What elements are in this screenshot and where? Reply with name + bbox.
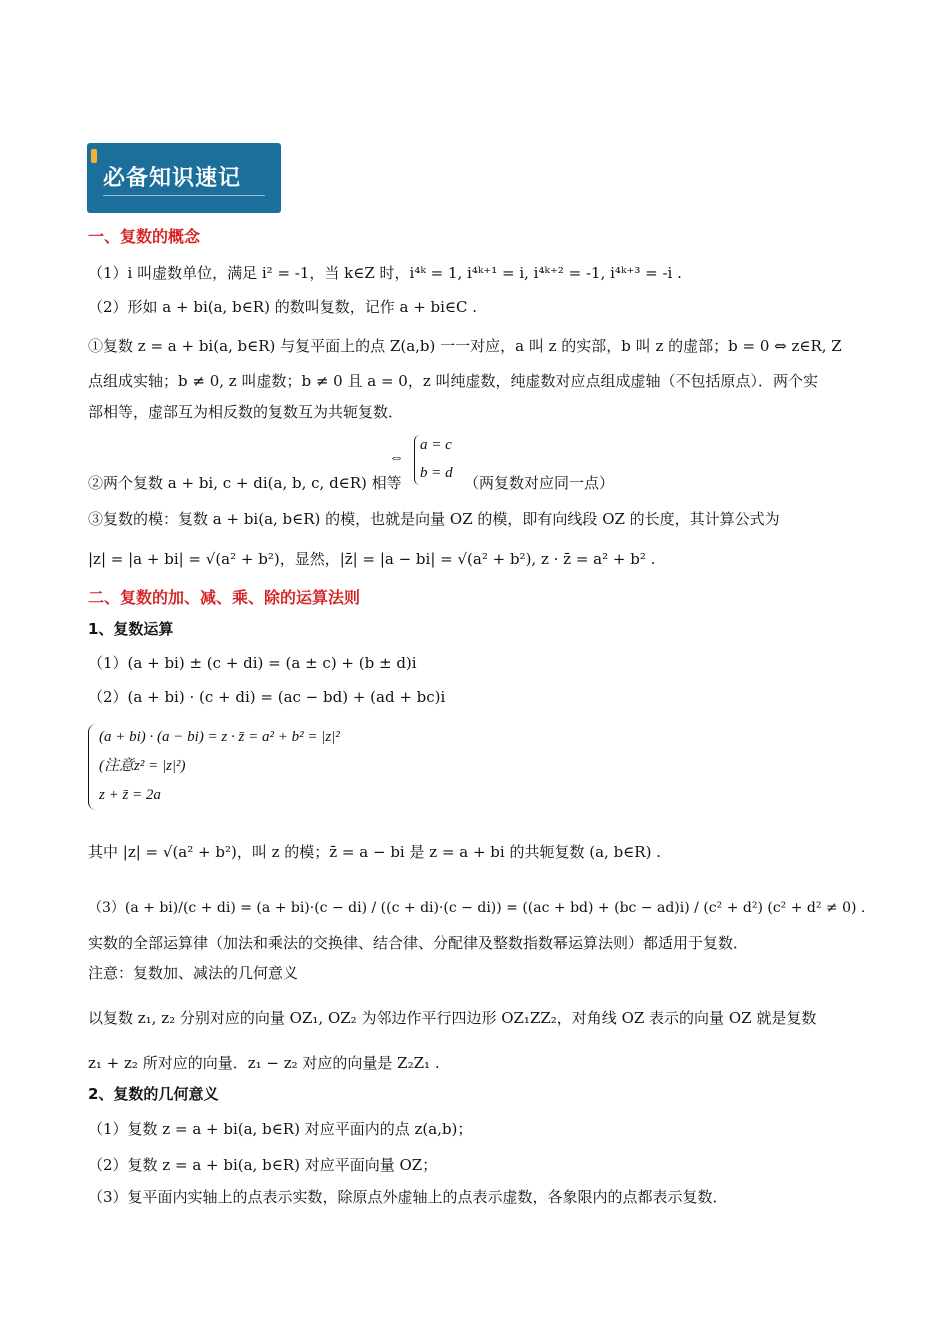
banner-tab-marker xyxy=(91,149,97,163)
section-heading-concept: 一、复数的概念 xyxy=(88,227,201,246)
system-brace xyxy=(88,724,97,810)
concept-item-3c: 部相等，虚部互为相反数的复数互为共轭复数． xyxy=(88,403,404,421)
modulus-formula: |z| = |a + bi| = √(a² + b²)，显然，|z̄| = |a − bi| = √(a² + b²), z · z̄ = a² + b² . xyxy=(88,550,656,568)
geometry-item-3: （3）复平面内实轴上的点表示实数，除原点外虚轴上的点表示虚数，各象限内的点都表示复数． xyxy=(88,1188,728,1206)
modulus-definition: 其中 |z| = √(a² + b²)，叫 z 的模；z̄ = a − bi 是 z = a + bi 的共轭复数 (a, b∈R) . xyxy=(88,843,661,861)
concept-item-4-note: （两复数对应同一点） xyxy=(464,474,615,492)
system-line-2: (注意z² = |z|²) xyxy=(99,758,186,774)
concept-item-2: （2）形如 a + bi(a, b∈R) 的数叫复数，记作 a + bi∈C . xyxy=(88,298,478,316)
subheading-geometry: 2、复数的几何意义 xyxy=(88,1085,219,1103)
section-banner xyxy=(87,143,281,213)
banner-underline xyxy=(103,195,265,196)
banner-title: 必备知识速记 xyxy=(103,166,242,191)
geometric-meaning-note: 注意：复数加、减法的几何意义 xyxy=(88,964,299,982)
geometry-item-1: （1）复数 z = a + bi(a, b∈R) 对应平面内的点 z(a,b)； xyxy=(88,1120,473,1138)
equivalence-symbol: ⇔ xyxy=(389,450,404,466)
concept-item-3b: 点组成实轴；b ≠ 0, z 叫虚数；b ≠ 0 且 a = 0，z 叫纯虚数，纯虚数对应点组成虚轴（不包括原点）．两个实 xyxy=(88,372,819,390)
concept-item-1: （1）i 叫虚数单位，满足 i² = -1，当 k∈Z 时，i⁴ᵏ = 1, i⁴ᵏ⁺¹ = i, i⁴ᵏ⁺² = -1, i⁴ᵏ⁺³ = -i . xyxy=(88,264,682,282)
concept-item-4: ②两个复数 a + bi, c + di(a, b, c, d∈R) 相等 xyxy=(88,474,402,492)
geometry-item-2: （2）复数 z = a + bi(a, b∈R) 对应平面向量 OZ； xyxy=(88,1156,438,1174)
parallelogram-rule-2: z₁ + z₂ 所对应的向量．z₁ − z₂ 对应的向量是 Z₂Z₁ . xyxy=(88,1054,440,1072)
system-line-3: z + z̄ = 2a xyxy=(99,787,161,803)
rule-division: （3）(a + bi)/(c + di) = (a + bi)·(c − di) / ((c + di)·(c − di)) = ((ac + bd) + (bc − ad)i) / (c² + d²) (c² + d² ≠ 0) . xyxy=(88,900,866,916)
concept-item-3a: ①复数 z = a + bi(a, b∈R) 与复平面上的点 Z(a,b) 一一对应，a 叫 z 的实部，b 叫 z 的虚部；b = 0 ⇔ z∈R, Z xyxy=(88,337,842,355)
equality-case-2: b = d xyxy=(420,465,453,481)
subheading-operations: 1、复数运算 xyxy=(88,620,174,638)
rule-addition: （1）(a + bi) ± (c + di) = (a ± c) + (b ± d)i xyxy=(88,654,417,672)
section-heading-operations: 二、复数的加、减、乘、除的运算法则 xyxy=(88,588,361,607)
equality-case-1: a = c xyxy=(420,437,452,453)
parallelogram-rule-1: 以复数 z₁, z₂ 分别对应的向量 OZ₁, OZ₂ 为邻边作平行四边形 OZ₁ZZ₂，对角线 OZ 表示的向量 OZ 就是复数 xyxy=(88,1009,817,1027)
system-line-1: (a + bi) · (a − bi) = z · z̄ = a² + b² = |z|² xyxy=(99,729,340,745)
rule-multiplication: （2）(a + bi) · (c + di) = (ac − bd) + (ad + bc)i xyxy=(88,688,446,706)
operation-laws-note: 实数的全部运算律（加法和乘法的交换律、结合律、分配律及整数指数幂运算法则）都适用于复数． xyxy=(88,934,749,952)
concept-item-5: ③复数的模：复数 a + bi(a, b∈R) 的模，也就是向量 OZ 的模，即有向线段 OZ 的长度，其计算公式为 xyxy=(88,510,780,528)
